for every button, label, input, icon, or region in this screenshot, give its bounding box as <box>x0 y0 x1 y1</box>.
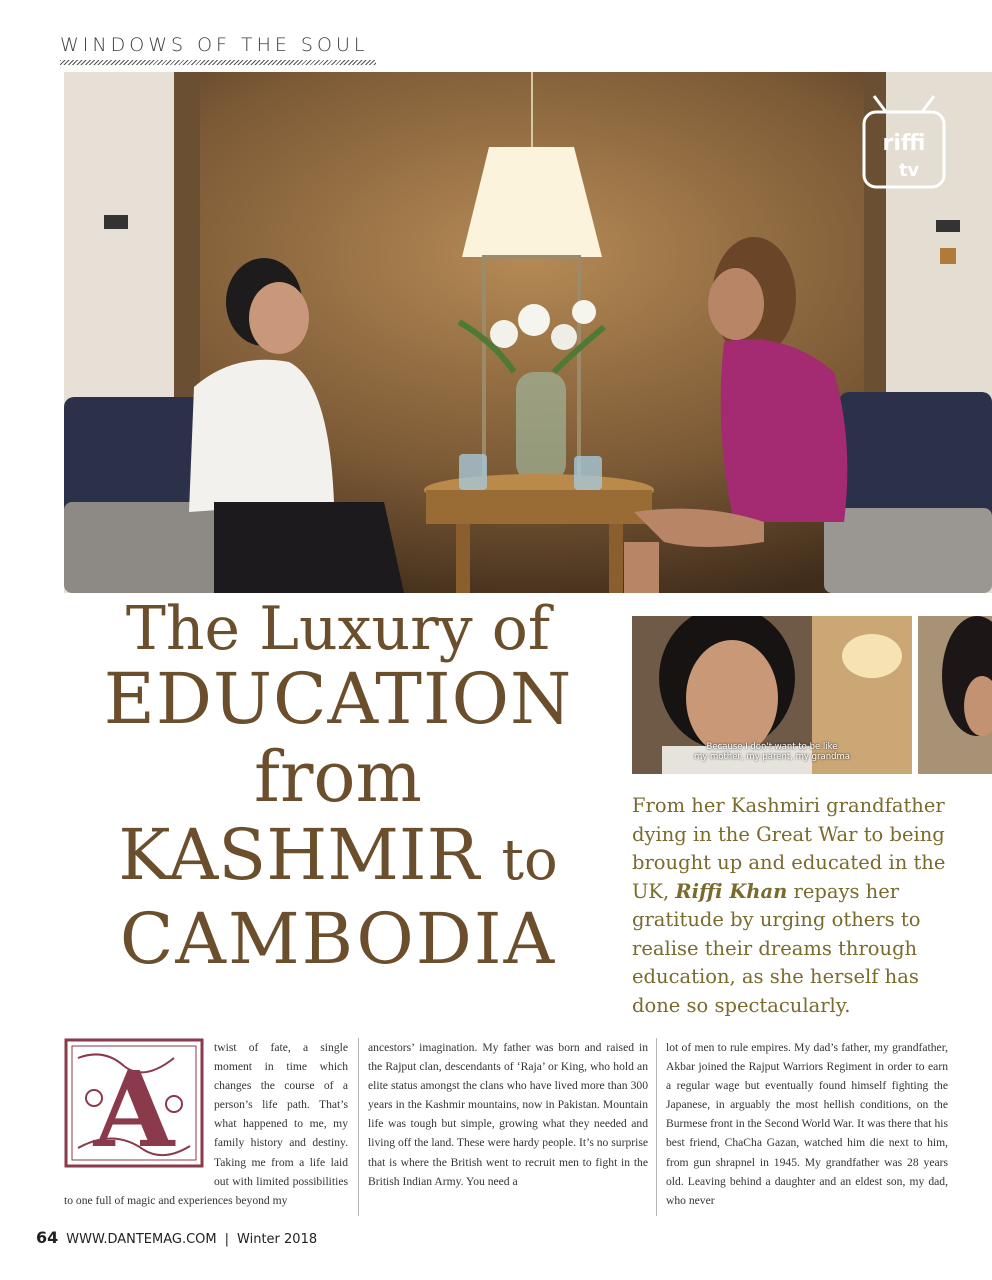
headline-line-4 <box>68 816 608 900</box>
body-text-col1: twist of fate, a single moment in time which changes the course of a person’s life path. That’s what happened to me, my family history and destiny. Taking me from a life laid out with limited possibilities to one full of magic and experiences beyond my <box>64 1041 348 1207</box>
footer-issue: Winter 2018 <box>237 1232 318 1247</box>
section-rule <box>60 60 376 65</box>
body-column-3: lot of men to rule empires. My dad’s father, my grandfather, Akbar joined the Rajput Warriors Regiment in order to earn a regular wage but eventually found himself fighting the Japanese, in arguably the most hellish conditions, on the Burmese front in the Second World War. It was there that his best friend, ChaCha Gazan, watched him die next to him, from gun shrapnel in 1945. My grandfather was 28 years old. Leaving behind a daughter and an eldest son, my dad, who never <box>666 1041 948 1207</box>
logo-riffi-text: riffi <box>882 131 926 156</box>
body-column-2: ancestors’ imagination. My father was born and raised in the Rajput clan, descendants of ‘Raja’ or King, who hold an elite status amongst the clans who have lived more than 300 years in the Kashmir mountains, now in Pakistan. Mountain life was tough but simple, growing what they needed and living off the land. These were hardy people. It’s no surprise that is where the British went to recruit men to fight in the British Indian Army. You need a <box>368 1041 648 1188</box>
page-number: 64 <box>36 1228 59 1247</box>
body-column-1 <box>64 1038 348 1210</box>
hero-photo <box>64 72 992 593</box>
dropcap-letter: A <box>93 1048 175 1168</box>
section-label: WINDOWS OF THE SOUL <box>60 34 369 56</box>
standfirst-after: repays her gratitude by urging others to realise their dreams through education, as she herself has done so spectacularly. <box>632 879 921 1017</box>
headline-to: to <box>501 828 558 893</box>
column-divider-2 <box>656 1038 657 1216</box>
page-footer <box>36 1228 317 1247</box>
headline-kashmir: KASHMIR <box>118 814 480 896</box>
column-divider-1 <box>358 1038 359 1216</box>
inset-subtitle <box>632 742 912 762</box>
inset-subtitle-line1: Because I don't want to be like <box>706 742 838 752</box>
decorative-dropcap <box>64 1038 204 1168</box>
footer-divider: | <box>224 1232 230 1247</box>
inset-subtitle-line2: my mother, my parent, my grandma <box>693 752 850 762</box>
headline-line-3: from <box>254 736 422 818</box>
logo-tv-text: tv <box>898 160 920 181</box>
headline-line-2: EDUCATION <box>103 658 573 740</box>
footer-website: WWW.DANTEMAG.COM <box>66 1232 217 1247</box>
hero-photo-illustration <box>64 72 992 593</box>
article-headline <box>68 594 608 980</box>
inset-photo <box>632 616 992 774</box>
standfirst-author-name: Riffi Khan <box>675 879 788 903</box>
headline-line-1: The Luxury of <box>125 594 551 664</box>
standfirst-before: From her Kashmiri grandfather dying in the Great War to being brought up and educated in the UK, <box>632 794 946 903</box>
standfirst <box>632 792 962 1020</box>
headline-line-5: CAMBODIA <box>119 898 557 980</box>
